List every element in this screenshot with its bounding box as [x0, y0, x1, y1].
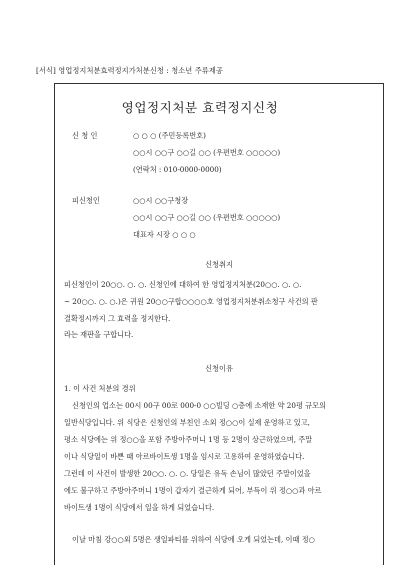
respondent-address: ○○시 ○○구 ○○길 ○○ (우편번호 ○○○○○) — [133, 213, 281, 222]
document-title: 영업정지처분 효력정지신청 — [121, 100, 279, 115]
purpose-line: ~ 20○○. ○. ○.)은 귀원 20○○구합○○○○호 영업정지처분취소청구 사건의 판 — [64, 297, 318, 306]
reasons-line: 그런데 이 사건이 발생한 20○○. ○. ○. 당일은 유독 손님이 많았던 주말이었을 — [64, 469, 311, 478]
reasons-line: 평소 식당에는 위 정○○을 포함 주방아주머니 1명 등 2명이 상근하였으며, 주말 — [64, 435, 313, 444]
reasons-line: 이나 식당일이 바쁜 때 아르바이트생 1명을 임시로 고용하여 운영하였습니다. — [64, 452, 305, 461]
respondent-label: 피신청인 — [72, 196, 100, 205]
purpose-closing: 라는 재판을 구합니다. — [64, 330, 134, 339]
form-caption: [서식] 영업정지처분효력정지가처분신청 : 청소년 주류제공 — [36, 66, 223, 75]
reasons-line: 일반식당입니다. 위 식당은 신청인의 부친인 소외 정○○이 실제 운영하고 있고, — [64, 418, 310, 427]
respondent-representative: 대표자 시장 ○ ○ ○ — [133, 230, 196, 239]
purpose-line: 결확정시까지 그 효력을 정지한다. — [64, 314, 171, 323]
reasons-heading: 신청이유 — [205, 364, 233, 373]
reasons-line: 이날 마침 강○○외 5명은 생일파티를 위하여 식당에 오게 되었는데, 이때 정○ — [72, 535, 315, 544]
reasons-line: 바이트생 1명이 식당에서 일을 하게 되었습니다. — [64, 503, 215, 512]
purpose-heading: 신청취지 — [205, 260, 233, 269]
applicant-contact: (연락처 : 010-0000-0000) — [133, 165, 222, 174]
applicant-address: ○○시 ○○구 ○○길 ○○ (우편번호 ○○○○○) — [133, 148, 281, 157]
reasons-line: 에도 불구하고 주방아주머니 1명이 갑자기 결근하게 되어, 부득이 위 정○○과 아르 — [64, 486, 322, 495]
applicant-label: 신 청 인 — [72, 131, 98, 140]
applicant-name: ○ ○ ○ (주민등록번호) — [133, 131, 206, 140]
purpose-line: 피신청인이 20○○. ○. ○. 신청인에 대하여 한 영업정지처분(20○○. ○. ○. — [64, 280, 302, 289]
reasons-line: 신청인의 업소는 00시 00구 00로 000-0 ○○빌딩 ○층에 소재한 약 20평 규모의 — [72, 401, 327, 410]
respondent-name: ○○시 ○○구청장 — [133, 196, 189, 205]
section-title: 1. 이 사건 처분의 경위 — [64, 384, 136, 393]
